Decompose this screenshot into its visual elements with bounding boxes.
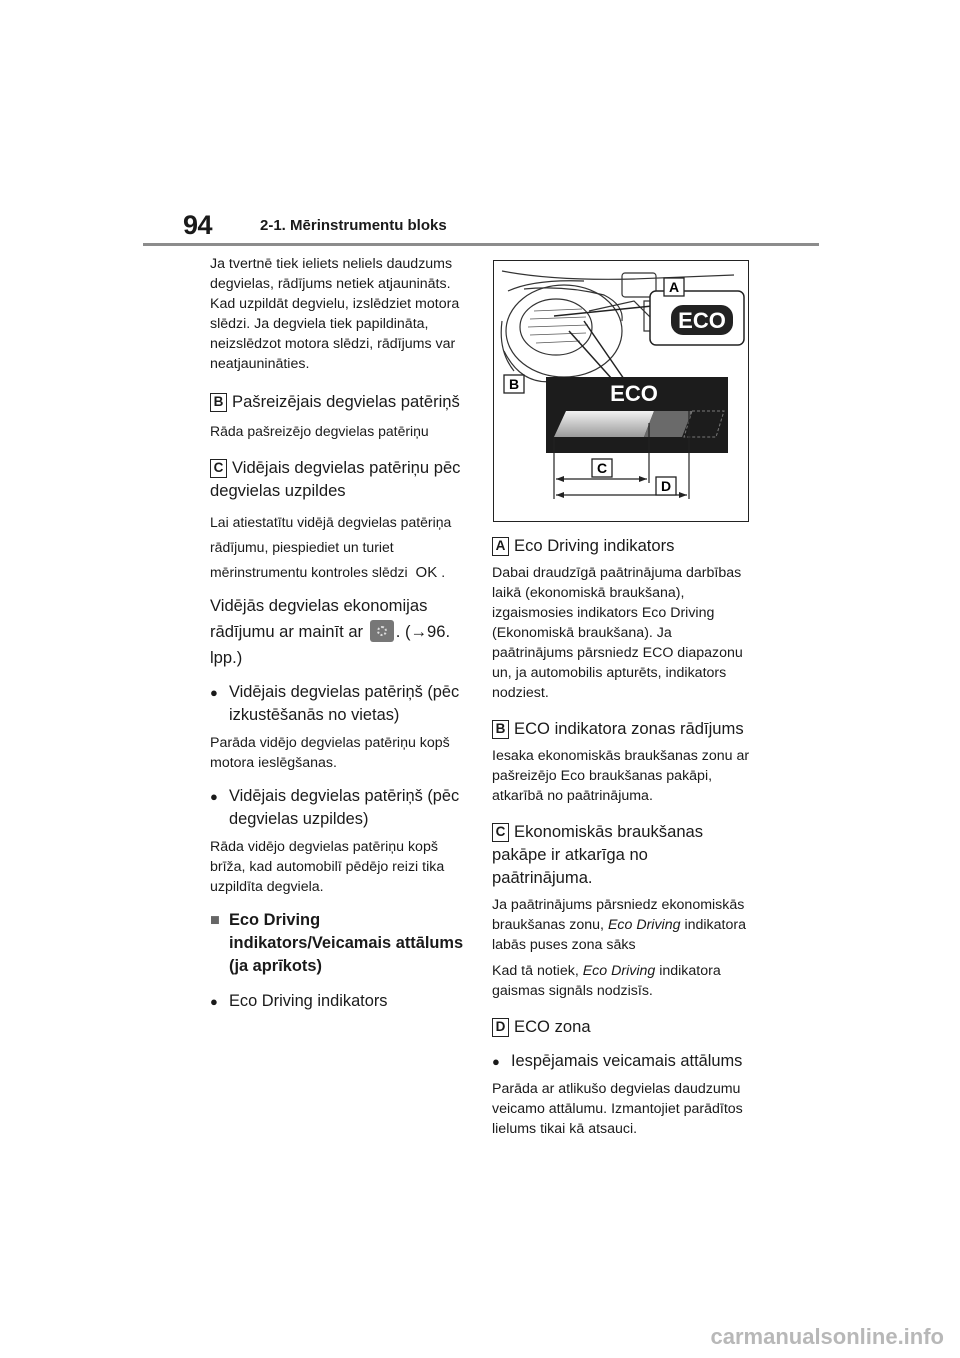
bullet2-title: Vidējais degvielas patēriņš (pēc degvielas uzpildes) <box>229 787 460 828</box>
bullet1-text: Parāda vidējo degvielas patēriņu kopš motora ieslēgšanas. <box>210 735 450 771</box>
bullet-avg-start <box>210 681 468 727</box>
dashboard-illustration <box>494 261 749 522</box>
figure-label-d: D <box>660 478 672 494</box>
a-text: Dabai draudzīgā paātrinājuma darbības laikā (ekonomiskā braukšana), izgaismosies indikators Eco Driving (Ekonomiskā braukšana). Ja paātrinājums pārsniedz ECO diapazonu un, ja automobilis apturēts, indikators nodziest. <box>492 565 743 701</box>
marker-c: C <box>492 823 509 842</box>
eco-panel-text: ECO <box>610 381 658 406</box>
marker-a: A <box>492 537 509 556</box>
eco-indicator-figure <box>493 260 749 522</box>
watermark: carmanualsonline.info <box>710 1324 944 1349</box>
eco-zone-bar <box>554 411 654 437</box>
avg-change-paragraph <box>210 593 468 671</box>
range-title: Iespējamais veicamais attālums <box>511 1052 743 1070</box>
rc-heading: Ekonomiskās braukšanas pakāpe ir atkarīga no paātrinājuma. <box>492 822 704 887</box>
eco-section-heading <box>210 909 468 978</box>
rd-heading-row <box>492 1015 750 1038</box>
rc-text-1-italic: Eco Driving <box>607 917 681 933</box>
c-heading-row <box>210 456 468 502</box>
a-heading-row <box>492 534 750 557</box>
marker-b: B <box>210 393 227 412</box>
bullet-range <box>492 1050 750 1073</box>
ok-button-icon: OK <box>415 564 438 581</box>
a-heading: Eco Driving indikators <box>514 536 675 555</box>
bullet-avg-refuel <box>210 785 468 831</box>
c-heading: Vidējais degvielas patēriņu pēc degvielas uzpildes <box>210 458 461 500</box>
rb-text: Iesaka ekonomiskās braukšanas zonu ar pašreizējo Eco braukšanas pakāpi, atkarībā no paātrinājuma. <box>492 748 750 804</box>
page-number: 94 <box>183 210 213 240</box>
c-text <box>210 510 468 585</box>
bullet-icon: ● <box>210 994 218 1009</box>
bullet-icon: ● <box>492 1054 500 1069</box>
figure-label-c: C <box>596 460 608 476</box>
b-text: Rāda pašreizējo degvielas patēriņu <box>210 423 429 439</box>
bullet2-text: Rāda vidējo degvielas patēriņu kopš brīža, kad automobilī pēdējo reizi tika uzpildīta degviela. <box>210 839 445 895</box>
avg-change-ref: . (→96. lpp.) <box>210 622 451 667</box>
rd-heading: ECO zona <box>514 1017 591 1036</box>
marker-b: B <box>492 720 509 739</box>
right-column <box>492 534 750 1139</box>
rb-heading: ECO indikatora zonas rādījums <box>514 719 744 738</box>
header-rule <box>143 243 819 246</box>
intro-paragraph: Ja tvertnē tiek ieliets neliels daudzums degvielas, rādījums netiek atjaunināts. Kad uzpildāt degvielu, izslēdziet motora slēdzi. Ja degviela tiek papildināta, neizslēdzot motora slēdzi, rādījums var neatjaunināties. <box>210 256 460 372</box>
range-text: Parāda ar atlikušo degvielas daudzumu veicamo attālumu. Izmantojiet parādītos lielums tikai kā atsauci. <box>492 1081 743 1137</box>
eco-badge-text: ECO <box>678 308 726 333</box>
figure-label-b: B <box>508 376 520 392</box>
bullet-icon: ● <box>210 685 218 700</box>
bullet-eco-indicator <box>210 990 468 1013</box>
marker-c: C <box>210 459 227 478</box>
b-heading: Pašreizējais degvielas patēriņš <box>232 392 460 411</box>
figure-label-a: A <box>668 279 680 295</box>
eco-section-title: Eco Driving indikators/Veicamais attālums (ja aprīkots) <box>229 911 464 975</box>
section-title: 2-1. Mērinstrumentu bloks <box>260 217 447 234</box>
bullet3-title: Eco Driving indikators <box>229 992 388 1010</box>
bullet-icon: ● <box>210 789 218 804</box>
rc-text-2-italic: Eco Driving <box>582 963 656 979</box>
square-bullet-icon: ■ <box>210 911 220 929</box>
rb-heading-row <box>492 717 750 740</box>
c-text-end: . <box>441 564 446 580</box>
marker-d: D <box>492 1018 509 1037</box>
b-heading-row <box>210 390 468 413</box>
avg-change-text: Vidējās degvielas ekonomijas rādījumu ar mainīt ar <box>210 596 428 641</box>
rc-text-2b: indikatora gaismas signāls nodzisīs. <box>492 963 721 999</box>
bullet1-title: Vidējais degvielas patēriņš (pēc izkustēšanās no vietas) <box>229 683 460 724</box>
c-text-main: Lai atiestatītu vidējā degvielas patēriņa rādījumu, piespiediet un turiet mērinstrumentu kontroles slēdzi <box>210 514 452 580</box>
left-column <box>210 254 468 1013</box>
rc-text-1 <box>492 895 750 955</box>
rc-text-1a: Ja paātrinājums pārsniedz ekonomiskās braukšanas zonu, <box>492 897 745 933</box>
settings-gear-icon <box>370 620 394 642</box>
rc-heading-row <box>492 820 750 889</box>
rc-text-2a: Kad tā notiek, <box>492 963 579 979</box>
rc-text-2 <box>492 961 750 1001</box>
rc-text-1b: indikatora labās puses zona sāks <box>492 917 746 953</box>
